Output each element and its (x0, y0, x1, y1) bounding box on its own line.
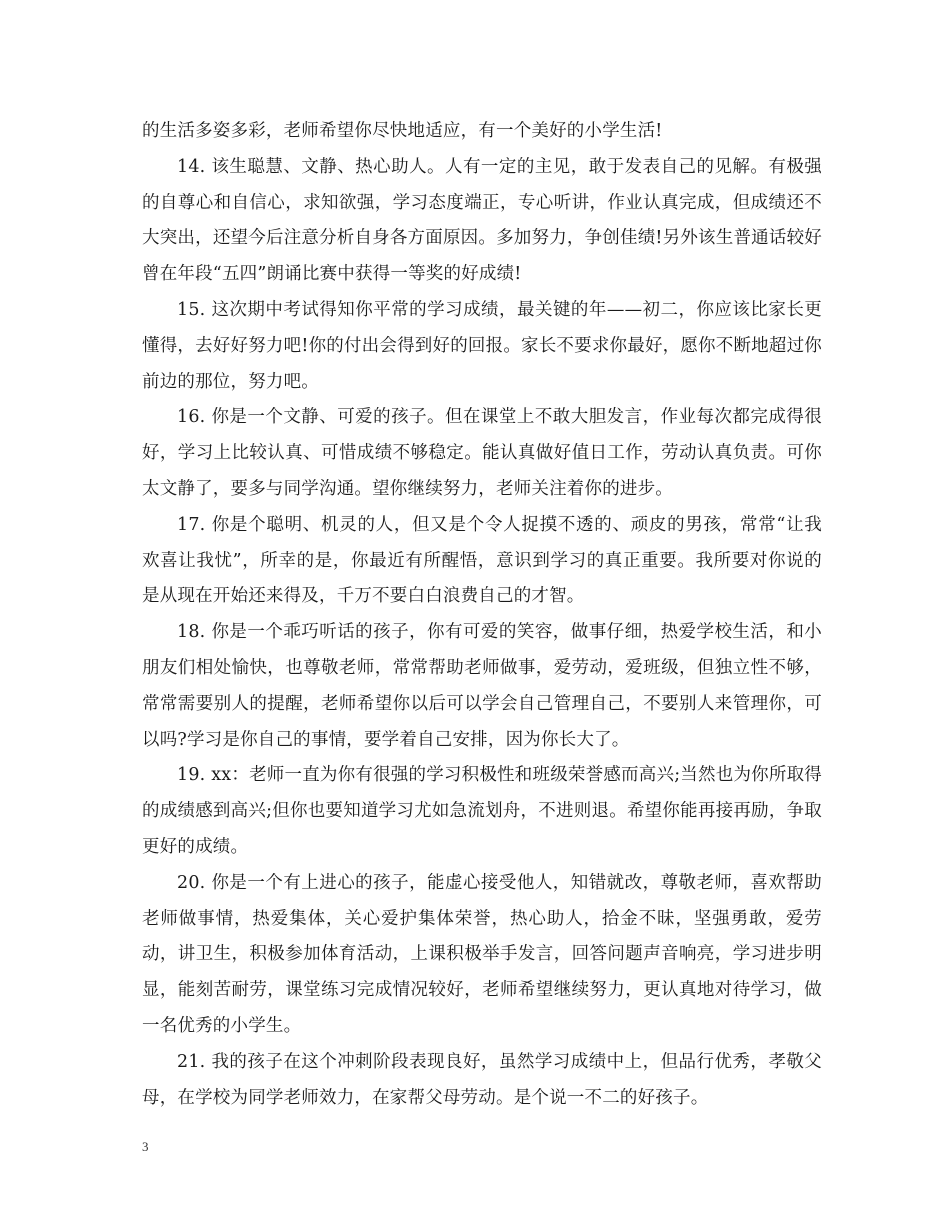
paragraph-20: 20. 你是一个有上进心的孩子，能虚心接受他人，知错就改，尊敬老师，喜欢帮助老师做事情，热爱集体，关心爱护集体荣誉，热心助人，拾金不昧，坚强勇敢，爱劳动，讲卫生，积极参加体育活动，上课积极举手发言，回答问题声音响亮，学习进步明显，能刻苦耐劳，课堂练习完成情况较好，老师希望继续努力，更认真地对待学习，做一名优秀的小学生。 (142, 872, 822, 1036)
body-text (142, 114, 822, 1116)
paragraph-14: 14. 该生聪慧、文静、热心助人。人有一定的主见，敢于发表自己的见解。有极强的自尊心和自信心，求知欲强，学习态度端正，专心听讲，作业认真完成，但成绩还不大突出，还望今后注意分析自身各方面原因。多加努力，争创佳绩!另外该生普通话较好曾在年段“五四”朗诵比赛中获得一等奖的好成绩! (142, 156, 822, 285)
paragraph-15: 15. 这次期中考试得知你平常的学习成绩，最关键的年——初二，你应该比家长更懂得，去好好努力吧!你的付出会得到好的回报。家长不要求你最好，愿你不断地超过你前边的那位，努力吧。 (142, 299, 822, 392)
paragraph-17: 17. 你是个聪明、机灵的人，但又是个令人捉摸不透的、顽皮的男孩，常常“让我欢喜让我忧”，所幸的是，你最近有所醒悟，意识到学习的真正重要。我所要对你说的是从现在开始还来得及，千万不要白白浪费自己的才智。 (142, 514, 822, 607)
page-number: 3 (142, 1139, 149, 1154)
paragraph-21: 21. 我的孩子在这个冲刺阶段表现良好，虽然学习成绩中上，但品行优秀，孝敬父母，在学校为同学老师效力，在家帮父母劳动。是个说一不二的好孩子。 (142, 1051, 822, 1108)
paragraph-19: 19. xx：老师一直为你有很强的学习积极性和班级荣誉感而高兴;当然也为你所取得的成绩感到高兴;但你也要知道学习尤如急流划舟，不进则退。希望你能再接再励，争取更好的成绩。 (142, 765, 822, 857)
paragraph-16: 16. 你是一个文静、可爱的孩子。但在课堂上不敢大胆发言，作业每次都完成得很好，学习上比较认真、可惜成绩不够稳定。能认真做好值日工作，劳动认真负责。可你太文静了，要多与同学沟通。望你继续努力，老师关注着你的进步。 (142, 407, 822, 499)
paragraph-18: 18. 你是一个乖巧听话的孩子，你有可爱的笑容，做事仔细，热爱学校生活，和小朋友们相处愉快，也尊敬老师，常常帮助老师做事，爱劳动，爱班级，但独立性不够，常常需要别人的提醒，老师希望你以后可以学会自己管理自己，不要别人来管理你，可以吗?学习是你自己的事情，要学着自己安排，因为你长大了。 (142, 622, 822, 750)
paragraph-continuation: 的生活多姿多彩，老师希望你尽快地适应，有一个美好的小学生活! (142, 121, 663, 141)
